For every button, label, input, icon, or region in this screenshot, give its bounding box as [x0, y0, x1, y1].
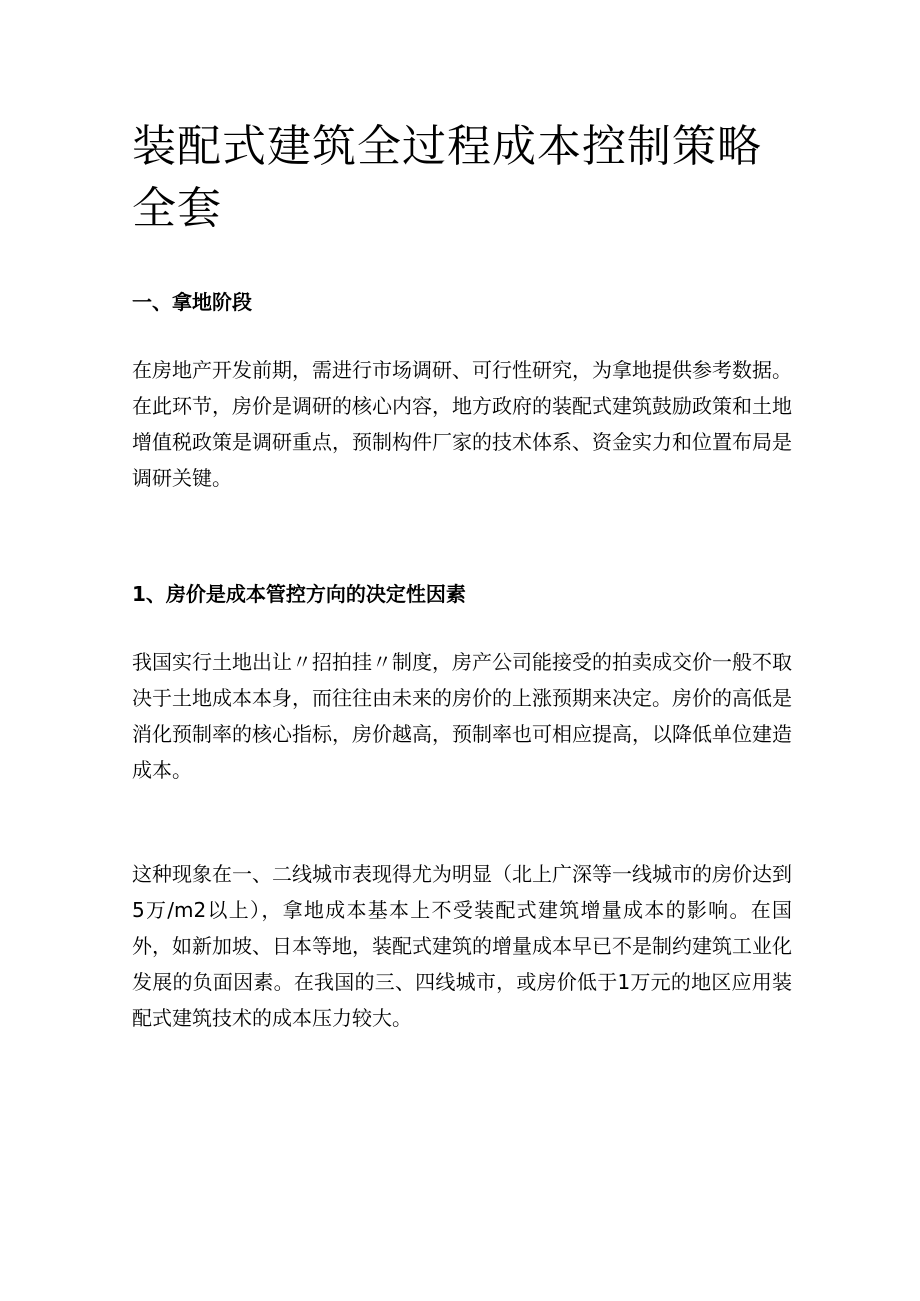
- section-heading-land-acquisition: 一、拿地阶段: [132, 290, 252, 314]
- paragraph-land-acquisition: 在房地产开发前期，需进行市场调研、可行性研究，为拿地提供参考数据。在此环节，房价是调研的核心内容，地方政府的装配式建筑鼓励政策和土地增值税政策是调研重点，预制构件厂家的技术体系、资金实力和位置布局是调研关键。: [132, 358, 792, 490]
- paragraph-housing-price-2: 这种现象在一、二线城市表现得尤为明显（北上广深等一线城市的房价达到5万/m2以上），拿地成本基本上不受装配式建筑增量成本的影响。在国外，如新加坡、日本等地，装配式建筑的增量成本早已不是制约建筑工业化发展的负面因素。在我国的三、四线城市，或房价低于1万元的地区应用装配式建筑技术的成本压力较大。: [132, 862, 792, 1030]
- paragraph-housing-price-1: 我国实行土地出让〃招拍挂〃制度，房产公司能接受的拍卖成交价一般不取决于土地成本本身，而往往由未来的房价的上涨预期来决定。房价的高低是消化预制率的核心指标，房价越高，预制率也可相应提高，以降低单位建造成本。: [132, 650, 792, 782]
- section-heading-housing-price: 1、房价是成本管控方向的决定性因素: [132, 582, 466, 606]
- document-title: 装配式建筑全过程成本控制策略全套: [132, 121, 762, 234]
